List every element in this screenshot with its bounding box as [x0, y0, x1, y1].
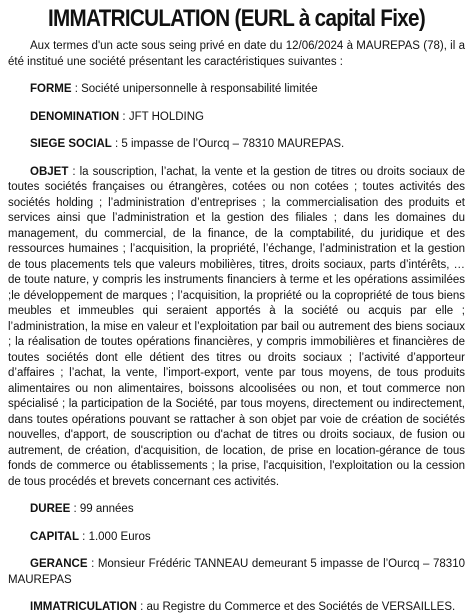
- siege-field: [8, 137, 465, 153]
- denomination-label: DENOMINATION: [30, 110, 120, 123]
- intro-paragraph: Aux termes d'un acte sous seing privé en date du 12/06/2024 à MAUREPAS (78), il a été institué une société présentant les caractéristiques suivantes :: [8, 40, 465, 68]
- objet-label: OBJET: [30, 165, 69, 178]
- notice-title: IMMATRICULATION (EURL à capital Fixe): [47, 5, 426, 32]
- siege-value: : 5 impasse de l’Ourcq – 78310 MAUREPAS.: [111, 138, 345, 150]
- gerance-value: : Monsieur Frédéric TANNEAU demeurant 5 impasse de l’Ourcq – 78310 MAUREPAS: [8, 558, 465, 586]
- gerance-field: [8, 557, 465, 588]
- siege-label: SIEGE SOCIAL: [30, 138, 112, 150]
- capital-value: : 1.000 Euros: [78, 530, 151, 543]
- duree-value: : 99 années: [70, 503, 134, 515]
- duree-field: [8, 502, 465, 518]
- forme-label: FORME: [30, 83, 72, 95]
- objet-value: : la souscription, l’achat, la vente et la gestion de titres ou droits sociaux de toutes sociétés françaises ou étrangères, cotées ou non cotées ; toutes activités des sociétés holding ; l’administration d’entreprises ; la commercialisation des produits et services ainsi que l’administration et la gestion des filiales ; dans les domaines du management, du commercial, de la finance, de la comptabilité, du juridique et des ressources humaines ; l’acquisition, la propriété, l’échange, l’administration et la gestion de tous placements tels que valeurs mobilières, titres, droits sociaux, parts d’intérêts, … de toute nature, y compris les instruments financiers à terme et les opérations assimilées ;le développement de marques ; l’acquisition, la propriété ou la copropriété de tous biens meubles et immeubles qui seraient apportés à la société ou acquis par elle ; l’administration, la mise en valeur et l’exploitation par bail ou autrement des biens sociaux ; la réalisation de toutes opérations financières, y compris immobilières et financières de toutes sociétés dont elle détient des titres ou droits sociaux ; l’activité d’apporteur d’affaires ; l’achat, la vente, l’import-export, vente par tous moyens, de tous produits alimentaires ou non alimentaires, boissons alcoolisées ou non, et tout commerce non spécialisé ; la participation de la Société, par tous moyens, directement ou indirectement, dans toutes opérations pouvant se rattacher à son objet par voie de création de sociétés nouvelles, d'apport, de souscription ou d'achat de titres ou droits sociaux, de fusion ou autrement, de création, d'acquisition, de location, de prise en location-gérance de tous fonds de commerce ou établissements ; la prise, l'acquisition, l'exploitation ou la cession de tous procédés et brevets concernant ces activités.: [8, 165, 465, 488]
- denomination-field: [8, 110, 465, 126]
- immatriculation-value: : au Registre du Commerce et des Sociétés de VERSAILLES.: [136, 601, 456, 613]
- objet-field: [8, 165, 465, 491]
- capital-field: [8, 530, 465, 546]
- denomination-value: : JFT HOLDING: [119, 110, 205, 123]
- immatriculation-field: [8, 600, 465, 616]
- immatriculation-label: IMMATRICULATION: [30, 601, 137, 613]
- forme-value: : Société unipersonnelle à responsabilité limitée: [71, 83, 318, 95]
- duree-label: DUREE: [30, 503, 71, 515]
- gerance-label: GERANCE: [30, 558, 88, 570]
- forme-field: [8, 82, 465, 98]
- capital-label: CAPITAL: [30, 530, 79, 543]
